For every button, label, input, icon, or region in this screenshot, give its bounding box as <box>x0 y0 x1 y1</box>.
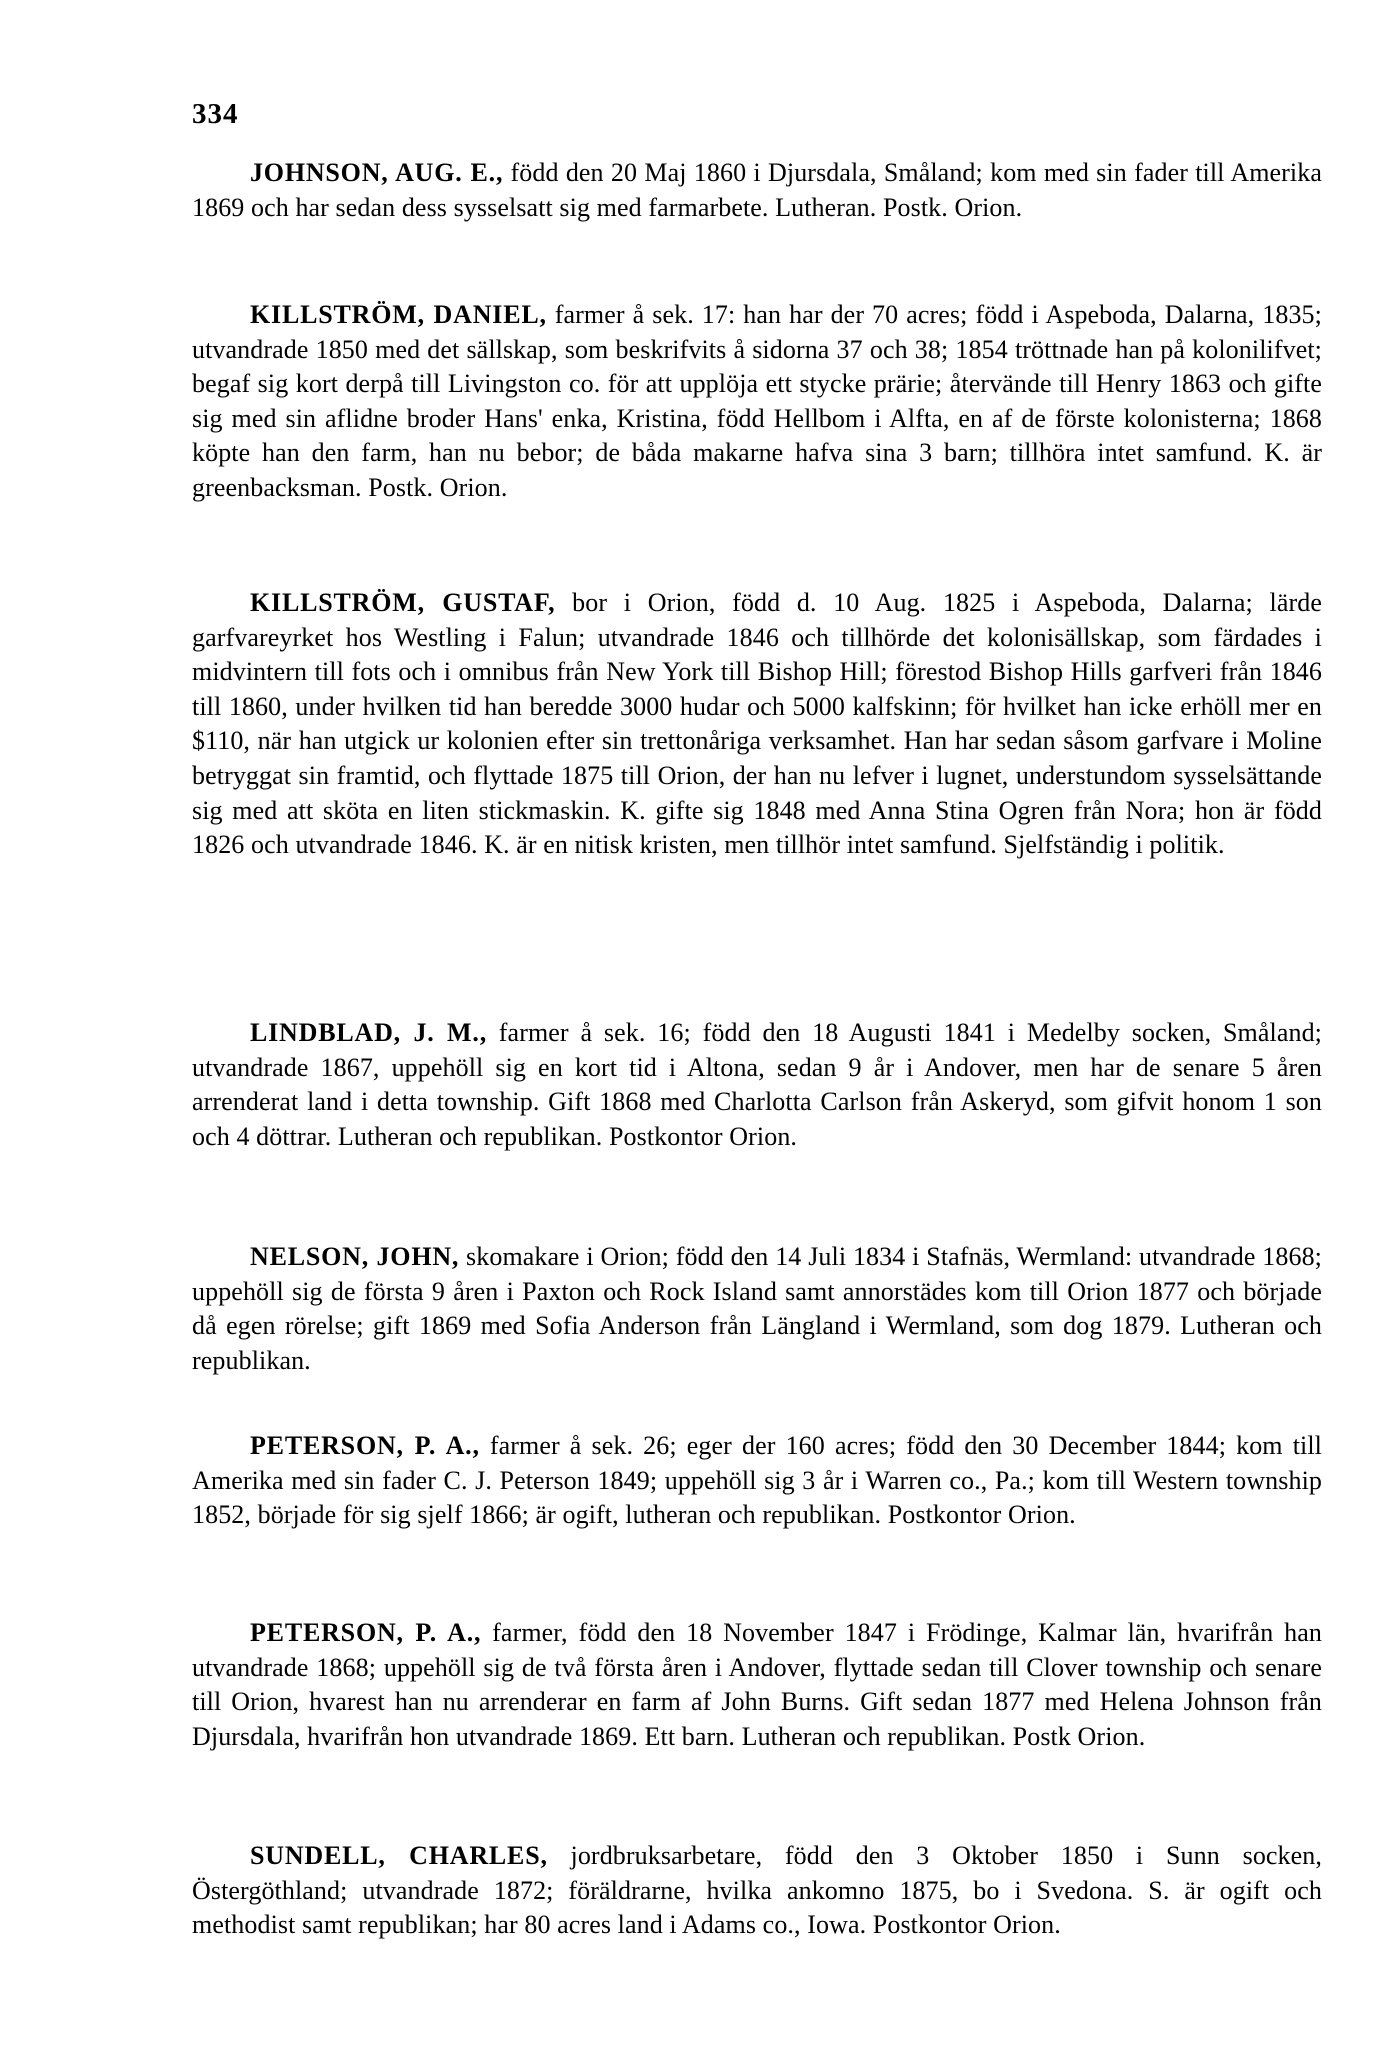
entry-sundell-charles <box>192 1839 1322 1943</box>
entry-text: farmer å sek. 26; eger der 160 acres; född den 30 December 1844; kom till Amerika med sin fader C. J. Peterson 1849; uppehöll sig 3 år i Warren co., Pa.; kom till Western township 1852, började för sig sjelf 1866; är ogift, lutheran och republikan. Postkontor Orion. <box>192 1431 1323 1530</box>
entry-name: LINDBLAD, J. M., <box>250 1018 487 1047</box>
entry-text: bor i Orion, född d. 10 Aug. 1825 i Aspeboda, Dalarna; lärde garfvareyrket hos Westling i Falun; utvandrade 1846 och tillhörde det kolonisällskap, som färdades i midvintern till fots och i omnibus från New York till Bishop Hill; förestod Bishop Hills garfveri från 1846 till 1860, under hvilken tid han beredde 3000 hudar och 5000 kalfskinn; för hvilket han icke erhöll mer en $110, när han utgick ur kolonien efter sin trettonåriga verksamhet. Han har sedan såsom garfvare i Moline betryggat sin framtid, och flyttade 1875 till Orion, der han nu lefver i lugnet, understundom sysselsättande sig med att sköta en liten stickmaskin. K. gifte sig 1848 med Anna Stina Ogren från Nora; hon är född 1826 och utvandrade 1846. K. är en nitisk kristen, men tillhör intet samfund. Sjelfständig i politik. <box>192 588 1322 860</box>
entry-peterson-p-a-1 <box>192 1429 1322 1533</box>
entry-text: skomakare i Orion; född den 14 Juli 1834 i Stafnäs, Wermland: utvandrade 1868; uppehöll sig de första 9 åren i Paxton och Rock Island samt annorstädes kom till Orion 1877 och började då egen rörelse; gift 1869 med Sofia Anderson från Längland i Wermland, som dog 1879. Lutheran och republikan. <box>192 1242 1322 1375</box>
entry-peterson-p-a-2 <box>192 1616 1322 1754</box>
entry-text: jordbruksarbetare, född den 3 Oktober 1850 i Sunn socken, Östergöthland; utvandrade 1872; föräldrarne, hvilka ankomno 1875, bo i Svedona. S. är ogift och methodist samt republikan; har 80 acres land i Adams co., Iowa. Postkontor Orion. <box>192 1841 1322 1940</box>
entry-text: farmer å sek. 16; född den 18 Augusti 1841 i Medelby socken, Småland; utvandrade 1867, uppehöll sig en kort tid i Altona, sedan 9 år i Andover, men har de senare 5 åren arrenderat land i detta township. Gift 1868 med Charlotta Carlson från Askeryd, som gifvit honom 1 son och 4 döttrar. Lutheran och republikan. Postkontor Orion. <box>192 1018 1322 1151</box>
entry-name: PETERSON, P. A., <box>250 1618 482 1647</box>
entry-name: KILLSTRÖM, DANIEL, <box>250 300 547 329</box>
entry-killstrom-daniel <box>192 298 1322 506</box>
entry-johnson-aug-e <box>192 156 1322 225</box>
entry-killstrom-gustaf <box>192 586 1322 863</box>
page-number: 334 <box>192 98 239 130</box>
entry-name: PETERSON, P. A., <box>250 1431 480 1460</box>
entry-nelson-john <box>192 1240 1322 1378</box>
entry-name: SUNDELL, CHARLES, <box>250 1841 548 1870</box>
entry-name: NELSON, JOHN, <box>250 1242 460 1271</box>
entry-text: farmer å sek. 17: han har der 70 acres; född i Aspeboda, Dalarna, 1835; utvandrade 1850 med det sällskap, som beskrifvits å sidorna 37 och 38; 1854 tröttnade han på kolonilifvet; begaf sig kort derpå till Livingston co. för att upplöja ett stycke prärie; återvände till Henry 1863 och gifte sig med sin aflidne broder Hans' enka, Kristina, född Hellbom i Alfta, en af de förste kolonisterna; 1868 köpte han den farm, han nu bebor; de båda makarne hafva sina 3 barn; tillhöra intet samfund. K. är greenbacksman. Postk. Orion. <box>192 300 1322 502</box>
entry-name: JOHNSON, AUG. E., <box>250 158 504 187</box>
entry-text: farmer, född den 18 November 1847 i Frödinge, Kalmar län, hvarifrån han utvandrade 1868; uppehöll sig de två första åren i Andover, flyttade sedan till Clover township och senare till Orion, hvarest han nu arrenderar en farm af John Burns. Gift sedan 1877 med Helena Johnson från Djursdala, hvarifrån hon utvandrade 1869. Ett barn. Lutheran och republikan. Postk Orion. <box>192 1618 1322 1751</box>
entry-name: KILLSTRÖM, GUSTAF, <box>250 588 556 617</box>
entry-text: född den 20 Maj 1860 i Djursdala, Småland; kom med sin fader till Amerika 1869 och har sedan dess sysselsatt sig med farmarbete. Lutheran. Postk. Orion. <box>192 158 1322 222</box>
entry-lindblad-j-m <box>192 1016 1322 1154</box>
